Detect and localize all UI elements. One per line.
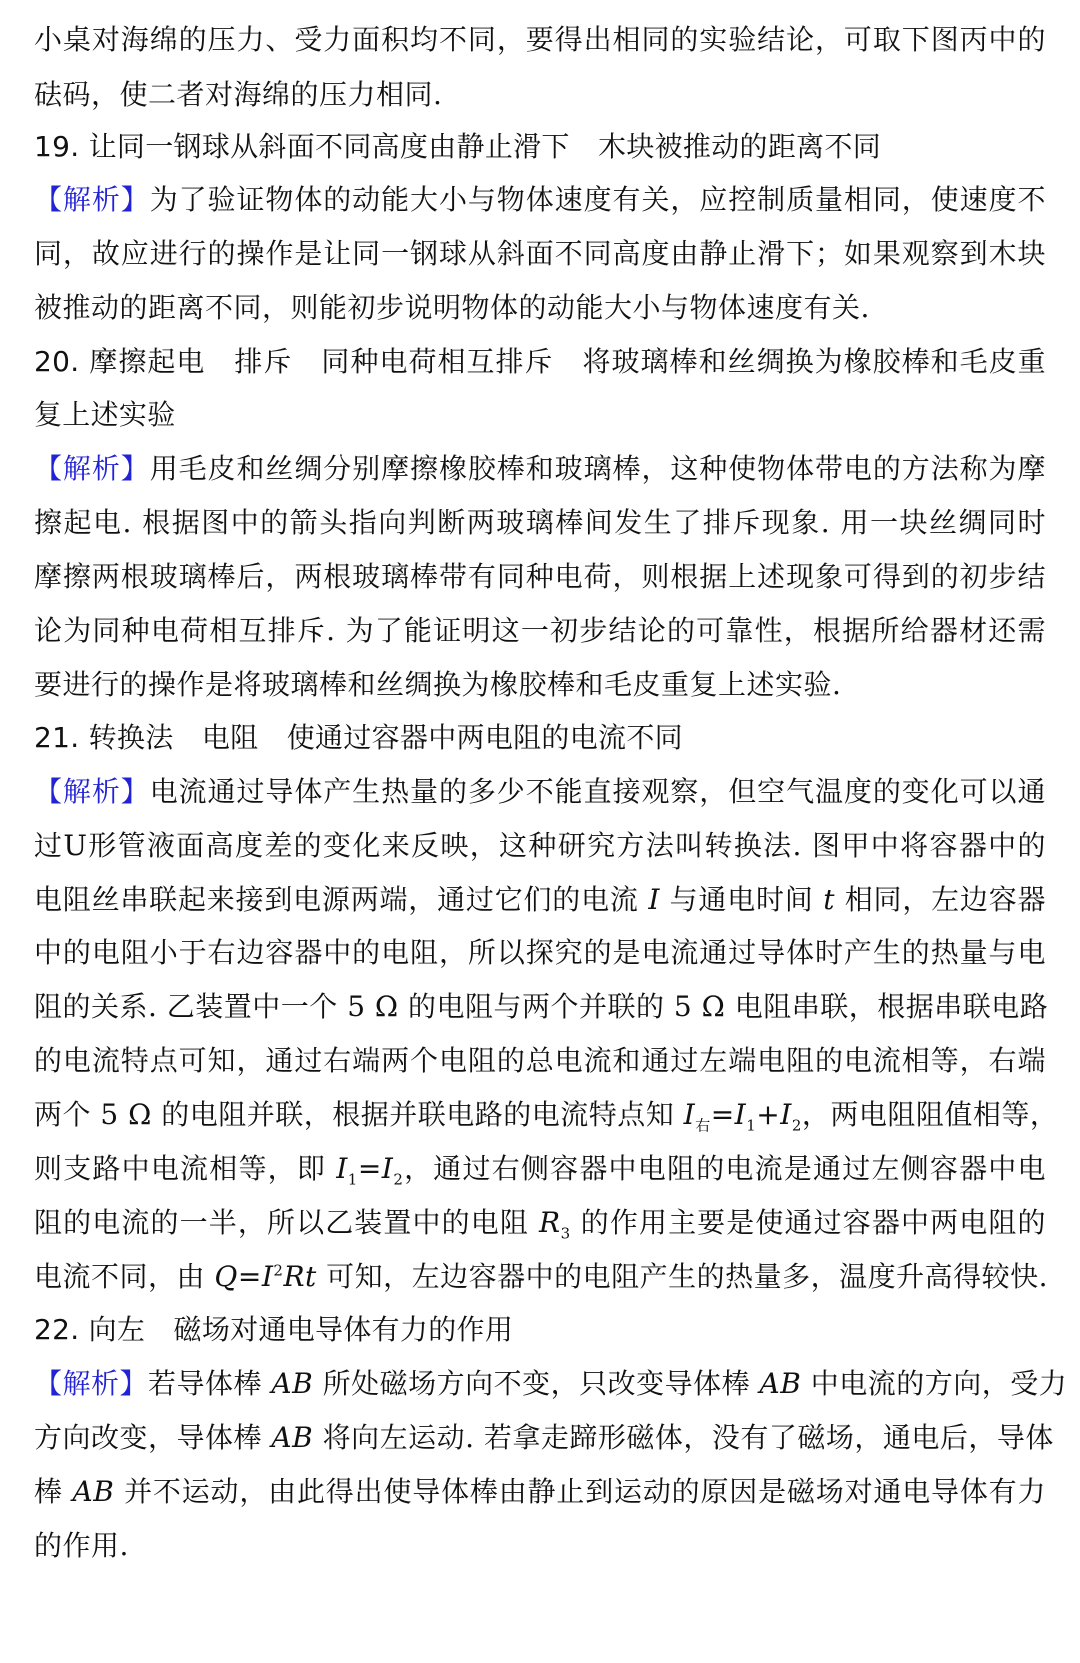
q21-explanation-line-2: 过U形管液面高度差的变化来反映，这种研究方法叫转换法. 图甲中将容器中的 — [34, 829, 1046, 862]
q22-explanation-line-4: 的作用. — [34, 1529, 129, 1562]
q21-explanation-line-7: 两个 5 Ω 的电阻并联，根据并联电路的电流特点知 $I_右=I_1+I_2$，两电阻阻值相等， — [34, 1098, 1059, 1135]
q21-explanation-line-4: 中的电阻小于右边容器中的电阻，所以探究的是电流通过导体时产生的热量与电 — [34, 936, 1046, 969]
q20-answer-line-1: 20. 摩擦起电 排斥 同种电荷相互排斥 将玻璃棒和丝绸换为橡胶棒和毛皮重 — [34, 345, 1046, 378]
q20-explanation-line-2: 擦起电. 根据图中的箭头指向判断两玻璃棒间发生了排斥现象. 用一块丝绸同时 — [34, 506, 1046, 539]
analysis-tag: 【解析】 — [34, 1367, 149, 1400]
analysis-tag: 【解析】 — [34, 775, 150, 808]
q21-explanation-line-3: 电阻丝串联起来接到电源两端，通过它们的电流 I 与通电时间 t 相同，左边容器 — [34, 883, 1046, 916]
q21-explanation-line-8: 则支路中电流相等，即 $I_1=I_2$，通过右侧容器中电阻的电流是通过左侧容器中电 — [34, 1152, 1046, 1189]
q19-explanation-line-2: 同，故应进行的操作是让同一钢球从斜面不同高度由静止滑下；如果观察到木块 — [34, 237, 1046, 270]
q20-explanation-line-3: 摩擦两根玻璃棒后，两根玻璃棒带有同种电荷，则根据上述现象可得到的初步结 — [34, 560, 1046, 593]
q21-explanation-line-6: 的电流特点可知，通过右端两个电阻的总电流和通过左端电阻的电流相等，右端 — [34, 1044, 1046, 1077]
q21-answer: 21. 转换法 电阻 使通过容器中两电阻的电流不同 — [34, 721, 683, 754]
q18-explanation-line-2: 砝码，使二者对海绵的压力相同. — [34, 78, 443, 111]
q20-explanation-line-1: 【解析】用毛皮和丝绸分别摩擦橡胶棒和玻璃棒，这种使物体带电的方法称为摩 — [34, 452, 1046, 485]
q20-explanation-line-4: 论为同种电荷相互排斥. 为了能证明这一初步结论的可靠性，根据所给器材还需 — [34, 614, 1046, 647]
analysis-tag: 【解析】 — [34, 183, 150, 216]
q22-answer: 22. 向左 磁场对通电导体有力的作用 — [34, 1313, 514, 1346]
q21-explanation-line-9: 阻的电流的一半，所以乙装置中的电阻 $R_3$ 的作用主要是使通过容器中两电阻的 — [34, 1206, 1046, 1243]
q20-answer-line-2: 复上述实验 — [34, 398, 176, 431]
q22-explanation-line-3: 棒 AB 并不运动，由此得出使导体棒由静止到运动的原因是磁场对通电导体有力 — [34, 1475, 1046, 1508]
q21-explanation-line-1: 【解析】电流通过导体产生热量的多少不能直接观察，但空气温度的变化可以通 — [34, 775, 1046, 808]
q21-explanation-line-5: 阻的关系. 乙装置中一个 5 Ω 的电阻与两个并联的 5 Ω 电阻串联，根据串联电路 — [34, 990, 1049, 1023]
analysis-tag: 【解析】 — [34, 452, 150, 485]
q22-explanation-line-1: 【解析】若导体棒 AB 所处磁场方向不变，只改变导体棒 AB 中电流的方向，受力 — [34, 1367, 1068, 1400]
q19-explanation-line-3: 被推动的距离不同，则能初步说明物体的动能大小与物体速度有关. — [34, 291, 870, 324]
q19-answer: 19. 让同一钢球从斜面不同高度由静止滑下 木块被推动的距离不同 — [34, 130, 882, 163]
q18-explanation-line-1: 小桌对海绵的压力、受力面积均不同，要得出相同的实验结论，可取下图丙中的 — [34, 23, 1046, 56]
q20-explanation-line-5: 要进行的操作是将玻璃棒和丝绸换为橡胶棒和毛皮重复上述实验. — [34, 668, 842, 701]
q22-explanation-line-2: 方向改变，导体棒 AB 将向左运动. 若拿走蹄形磁体，没有了磁场，通电后，导体 — [34, 1421, 1054, 1454]
q21-explanation-line-10: 电流不同，由 $Q=I^2Rt$ 可知，左边容器中的电阻产生的热量多，温度升高得较快. — [34, 1260, 1049, 1293]
q19-explanation-line-1: 【解析】为了验证物体的动能大小与物体速度有关，应控制质量相同，使速度不 — [34, 183, 1046, 216]
